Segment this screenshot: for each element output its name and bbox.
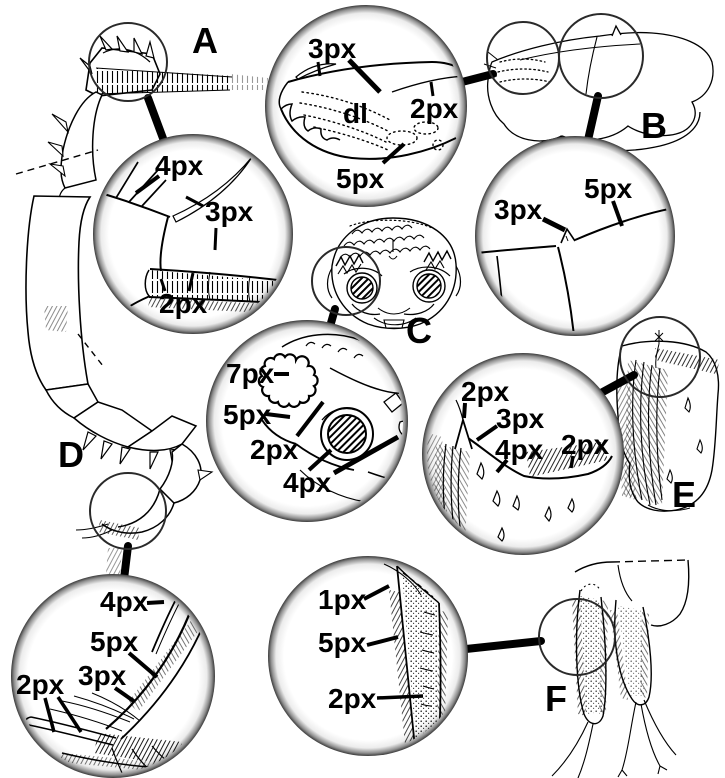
label-palp-5px: 5px xyxy=(336,163,385,194)
label-c-4px: 4px xyxy=(283,467,332,498)
label-e-4px: 4px xyxy=(495,434,544,465)
label-d-5px: 5px xyxy=(90,626,139,657)
label-e-2px-a: 2px xyxy=(461,376,510,407)
label-a-4px: 4px xyxy=(155,150,204,181)
label-spur-3px: 3px xyxy=(494,194,543,225)
label-f-2px: 2px xyxy=(328,683,377,714)
connector-d xyxy=(124,546,128,579)
label-a-3px: 3px xyxy=(205,196,254,227)
epipod-drawing xyxy=(616,330,720,511)
label-palp-2px: 2px xyxy=(410,93,459,124)
panel-letter-c: C xyxy=(406,310,432,351)
label-d-3px: 3px xyxy=(78,660,127,691)
label-a-2px: 2px xyxy=(159,288,208,319)
label-palp-3px: 3px xyxy=(308,33,357,64)
inset-b-palp-zoom xyxy=(265,5,467,207)
label-palp-dl: dl xyxy=(343,98,368,129)
label-e-2px-b: 2px xyxy=(561,429,610,460)
inset-b-spur-circle xyxy=(475,136,675,336)
inset-b-spur-zoom xyxy=(475,136,675,336)
uropod-drawing xyxy=(552,560,689,778)
head-drawing xyxy=(328,218,461,329)
inset-a-zoom xyxy=(92,134,294,340)
inset-f-zoom xyxy=(268,556,468,756)
panel-letter-e: E xyxy=(672,474,697,515)
inset-d-zoom xyxy=(11,574,244,778)
label-f-1px: 1px xyxy=(318,584,367,615)
label-d-4px: 4px xyxy=(100,586,149,617)
label-c-2px: 2px xyxy=(250,434,299,465)
panel-letter-a: A xyxy=(192,20,218,61)
panel-letter-d: D xyxy=(58,434,84,475)
connector-a xyxy=(148,98,164,141)
inset-e-zoom xyxy=(422,353,624,569)
label-f-5px: 5px xyxy=(318,627,367,658)
label-spur-5px: 5px xyxy=(584,173,633,204)
label-c-5px: 5px xyxy=(223,399,272,430)
label-e-3px: 3px xyxy=(496,403,545,434)
label-d-2px: 2px xyxy=(16,669,65,700)
connector-f xyxy=(466,641,541,649)
panel-letter-f: F xyxy=(545,678,567,719)
maxilliped-drawing xyxy=(484,26,713,151)
label-c-7px: 7px xyxy=(226,358,275,389)
panel-letter-b: B xyxy=(641,105,667,146)
